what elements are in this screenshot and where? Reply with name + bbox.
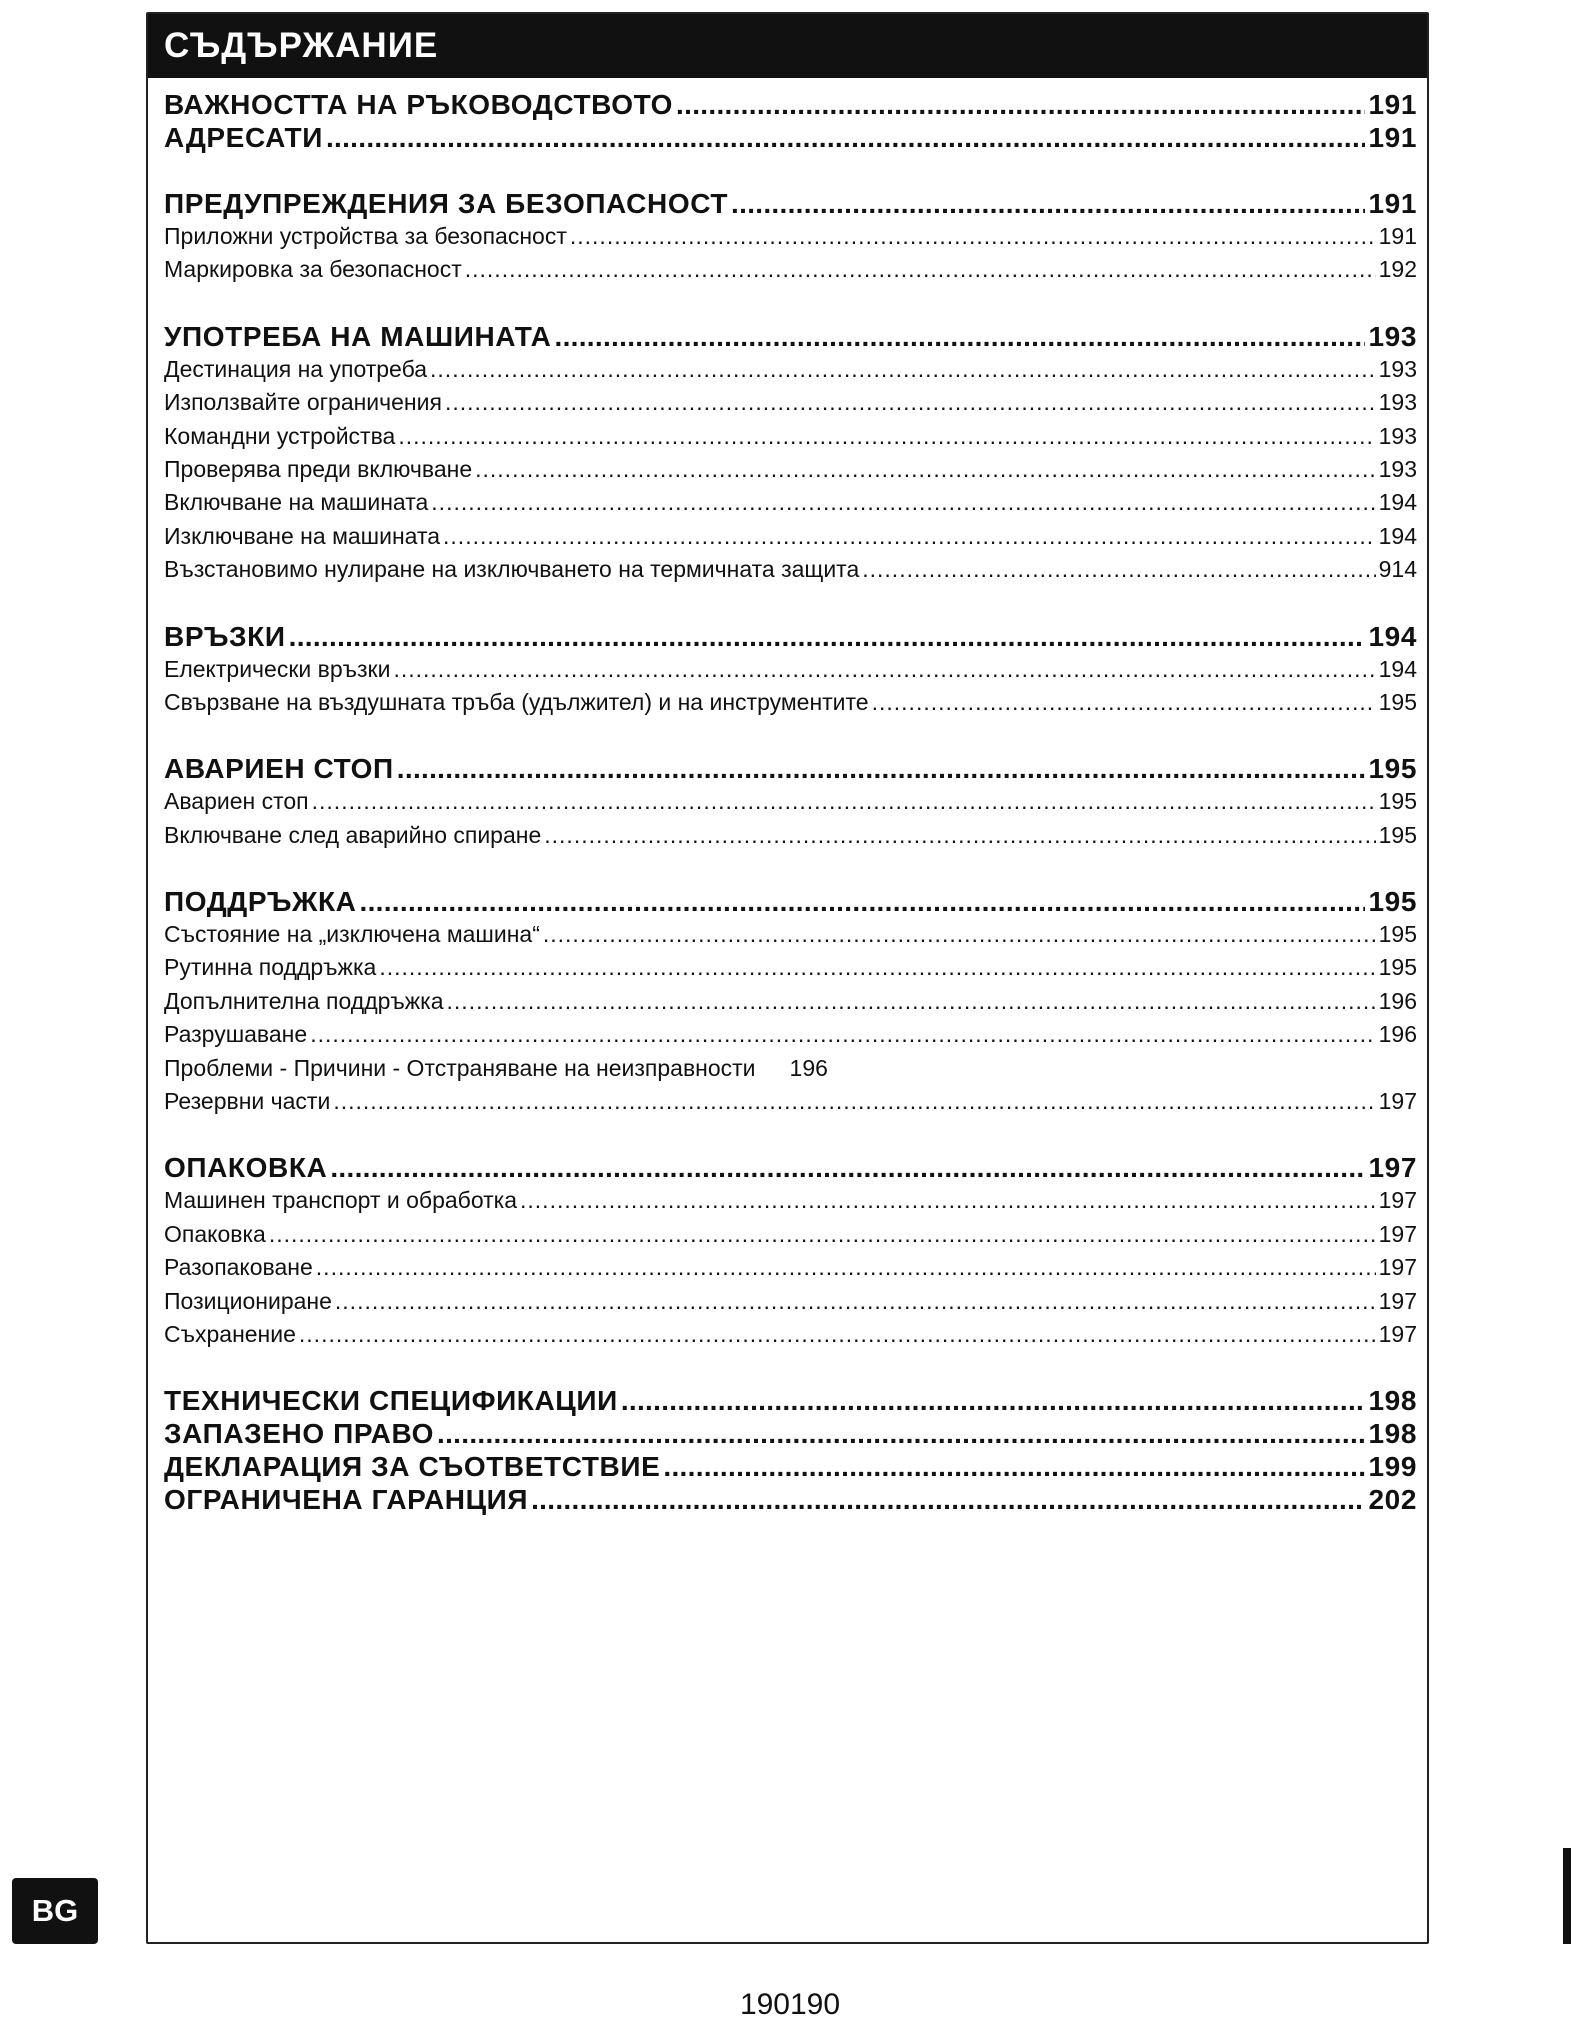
toc-entry-label: Резервни части xyxy=(164,1088,331,1115)
toc-entry-page: 198 xyxy=(1368,1418,1417,1450)
toc-subentry[interactable] xyxy=(164,420,1417,453)
toc-entry-label: ТЕХНИЧЕСКИ СПЕЦИФИКАЦИИ xyxy=(164,1385,618,1417)
toc-dot-leader xyxy=(269,1218,1376,1251)
toc-dot-leader xyxy=(330,1151,1365,1184)
toc-entry-label: Проверява преди включване xyxy=(164,455,473,482)
toc-entry-page: 191 xyxy=(1368,188,1417,219)
toc-dot-leader xyxy=(430,353,1376,386)
toc-dot-leader xyxy=(570,220,1376,253)
toc-entry-label: Авариен стоп xyxy=(164,788,309,815)
toc-entry-page: 197 xyxy=(1368,1152,1417,1184)
toc-dot-leader xyxy=(333,1085,1375,1118)
toc-dot-leader xyxy=(289,620,1366,653)
toc-dot-leader xyxy=(359,885,1365,918)
toc-entry-page: 192 xyxy=(1378,256,1417,283)
toc-entry-page: 197 xyxy=(1378,1187,1417,1214)
section-spacer xyxy=(164,852,1417,885)
toc-subentry[interactable] xyxy=(164,353,1417,386)
toc-entry-page: 196 xyxy=(1378,987,1417,1014)
toc-entry-page: 197 xyxy=(1378,1320,1417,1347)
toc-subentry[interactable] xyxy=(164,1218,1417,1251)
toc-chapter-entry[interactable] xyxy=(164,752,1417,785)
toc-dot-leader xyxy=(326,121,1366,154)
toc-entry-label: Проблеми - Причини - Отстраняване на неизправности xyxy=(164,1054,756,1081)
toc-entry-page: 197 xyxy=(1378,1220,1417,1247)
toc-subentry[interactable] xyxy=(164,1285,1417,1318)
toc-dot-leader xyxy=(398,420,1375,453)
toc-dot-leader xyxy=(554,320,1365,353)
toc-entry-label: Машинен транспорт и обработка xyxy=(164,1187,518,1214)
toc-entry-label: Приложни устройства за безопасност xyxy=(164,223,567,249)
toc-chapter-entry[interactable] xyxy=(164,88,1417,121)
toc-dot-leader xyxy=(316,1251,1376,1284)
toc-dot-leader xyxy=(543,918,1376,951)
toc-entry-label: ДЕКЛАРАЦИЯ ЗА СЪОТВЕТСТВИЕ xyxy=(164,1451,661,1483)
toc-subentry[interactable] xyxy=(164,951,1417,984)
toc-subentry[interactable] xyxy=(164,1052,1417,1085)
toc-entry-page: 194 xyxy=(1378,522,1417,549)
toc-chapter-entry[interactable] xyxy=(164,620,1417,653)
toc-entry-label: Опаковка xyxy=(164,1220,266,1247)
toc-entry-label: Възстановимо нулиране на изключването на термичната защита xyxy=(164,556,860,583)
toc-entry-page: 914 xyxy=(1378,556,1417,583)
toc-entry-label: ОГРАНИЧЕНА ГАРАНЦИЯ xyxy=(164,1484,529,1516)
toc-entry-label: Допълнителна поддръжка xyxy=(164,987,444,1014)
toc-entry-label: УПОТРЕБА НА МАШИНАТА xyxy=(164,320,552,352)
toc-subentry[interactable] xyxy=(164,453,1417,486)
table-of-contents xyxy=(164,88,1417,1516)
page-title: СЪДЪРЖАНИЕ xyxy=(148,14,1427,78)
toc-entry-page: 195 xyxy=(1378,954,1417,981)
toc-entry-page: 193 xyxy=(1378,422,1417,449)
toc-dot-leader xyxy=(431,486,1375,519)
toc-entry-page: 197 xyxy=(1378,1088,1417,1115)
toc-entry-page: 195 xyxy=(1378,688,1417,715)
toc-dot-leader xyxy=(437,1417,1365,1450)
toc-dot-leader xyxy=(731,187,1365,220)
toc-entry-label: Позициониране xyxy=(164,1287,332,1314)
toc-entry-page: 202 xyxy=(1368,1484,1417,1516)
toc-dot-leader xyxy=(443,520,1376,553)
toc-chapter-entry[interactable] xyxy=(164,1417,1417,1450)
toc-entry-page: 193 xyxy=(1378,455,1417,482)
toc-subentry[interactable] xyxy=(164,686,1417,719)
section-spacer xyxy=(164,154,1417,187)
toc-subentry[interactable] xyxy=(164,1018,1417,1051)
toc-entry-label: Състояние на „изключена машина“ xyxy=(164,921,540,948)
toc-dot-leader xyxy=(312,785,1376,818)
section-spacer xyxy=(164,1351,1417,1384)
toc-subentry[interactable] xyxy=(164,785,1417,818)
toc-entry-page: 193 xyxy=(1378,355,1417,382)
toc-dot-leader xyxy=(379,951,1375,984)
toc-entry-label: Използвайте ограничения xyxy=(164,389,442,416)
toc-entry-label: Изключване на машината xyxy=(164,522,441,549)
edge-marker xyxy=(1563,1848,1571,1944)
toc-entry-page: 195 xyxy=(1368,753,1417,785)
toc-entry-label: АДРЕСАТИ xyxy=(164,122,323,153)
toc-entry-page: 191 xyxy=(1368,89,1417,120)
section-spacer xyxy=(164,287,1417,320)
toc-subentry[interactable] xyxy=(164,1184,1417,1217)
toc-entry-page: 191 xyxy=(1378,223,1417,249)
toc-dot-leader xyxy=(531,1483,1365,1516)
toc-subentry[interactable] xyxy=(164,386,1417,419)
toc-subentry[interactable] xyxy=(164,653,1417,686)
toc-entry-label: Разопаковане xyxy=(164,1254,313,1281)
toc-entry-label: ВРЪЗКИ xyxy=(164,620,286,652)
toc-dot-leader xyxy=(872,686,1376,719)
toc-dot-leader xyxy=(393,653,1375,686)
toc-dot-leader xyxy=(475,453,1376,486)
toc-entry-page: 195 xyxy=(1378,788,1417,815)
toc-frame xyxy=(146,12,1429,1944)
toc-chapter-entry[interactable] xyxy=(164,885,1417,918)
toc-dot-leader xyxy=(445,386,1376,419)
toc-dot-leader xyxy=(520,1184,1376,1217)
toc-chapter-entry[interactable] xyxy=(164,1384,1417,1417)
toc-entry-page: 197 xyxy=(1378,1287,1417,1314)
toc-subentry[interactable] xyxy=(164,520,1417,553)
toc-subentry[interactable] xyxy=(164,985,1417,1018)
toc-subentry[interactable] xyxy=(164,1251,1417,1284)
toc-entry-page: 195 xyxy=(1368,886,1417,918)
toc-entry-label: Маркировка за безопасност xyxy=(164,256,462,283)
toc-dot-leader xyxy=(447,985,1376,1018)
toc-entry-page: 196 xyxy=(789,1054,828,1081)
toc-entry-page: 193 xyxy=(1378,389,1417,416)
toc-entry-label: Командни устройства xyxy=(164,422,396,449)
toc-entry-page: 193 xyxy=(1368,320,1417,352)
toc-entry-label: ВАЖНОСТТА НА РЪКОВОДСТВОТО xyxy=(164,89,674,120)
toc-chapter-entry[interactable] xyxy=(164,1483,1417,1516)
toc-entry-label: Включване на машината xyxy=(164,489,429,516)
page-number: 190190 xyxy=(739,1988,841,2021)
toc-subentry[interactable] xyxy=(164,553,1417,586)
toc-chapter-entry[interactable] xyxy=(164,320,1417,353)
toc-subentry[interactable] xyxy=(164,253,1417,286)
toc-entry-page: 195 xyxy=(1378,821,1417,848)
toc-subentry[interactable] xyxy=(164,486,1417,519)
toc-entry-page: 194 xyxy=(1378,655,1417,682)
toc-dot-leader xyxy=(310,1018,1375,1051)
toc-subentry[interactable] xyxy=(164,220,1417,253)
toc-dot-leader xyxy=(676,88,1365,121)
toc-chapter-entry[interactable] xyxy=(164,121,1417,154)
toc-entry-page: 191 xyxy=(1368,122,1417,153)
section-spacer xyxy=(164,719,1417,752)
toc-chapter-entry[interactable] xyxy=(164,187,1417,220)
toc-subentry[interactable] xyxy=(164,1085,1417,1118)
toc-entry-page: 196 xyxy=(1378,1021,1417,1048)
toc-entry-page: 195 xyxy=(1378,921,1417,948)
toc-dot-leader xyxy=(335,1285,1376,1318)
toc-entry-page: 194 xyxy=(1368,620,1417,652)
toc-dot-leader xyxy=(663,1450,1365,1483)
toc-entry-page: 194 xyxy=(1378,489,1417,516)
toc-dot-leader xyxy=(544,819,1375,852)
toc-entry-label: Съхранение xyxy=(164,1320,296,1347)
toc-entry-label: Дестинация на употреба xyxy=(164,355,428,382)
toc-entry-page: 198 xyxy=(1368,1385,1417,1417)
toc-dot-leader xyxy=(862,553,1375,586)
toc-dot-leader xyxy=(299,1318,1376,1351)
toc-entry-label: ПОДДРЪЖКА xyxy=(164,886,357,918)
toc-entry-label: ЗАПАЗЕНО ПРАВО xyxy=(164,1418,434,1450)
toc-subentry[interactable] xyxy=(164,819,1417,852)
section-spacer xyxy=(164,587,1417,620)
toc-entry-label: ПРЕДУПРЕЖДЕНИЯ ЗА БЕЗОПАСНОСТ xyxy=(164,188,729,219)
toc-dot-leader xyxy=(465,253,1376,286)
toc-chapter-entry[interactable] xyxy=(164,1151,1417,1184)
toc-entry-label: Включване след аварийно спиране xyxy=(164,821,542,848)
toc-subentry[interactable] xyxy=(164,1318,1417,1351)
toc-entry-page: 197 xyxy=(1378,1254,1417,1281)
toc-entry-label: Свързване на въздушната тръба (удължител) и на инструментите xyxy=(164,688,869,715)
toc-subentry[interactable] xyxy=(164,918,1417,951)
toc-entry-label: ОПАКОВКА xyxy=(164,1152,328,1184)
toc-entry-label: АВАРИЕН СТОП xyxy=(164,753,394,785)
toc-entry-page: 199 xyxy=(1368,1451,1417,1483)
section-spacer xyxy=(164,1118,1417,1151)
toc-entry-label: Разрушаване xyxy=(164,1021,308,1048)
toc-chapter-entry[interactable] xyxy=(164,1450,1417,1483)
toc-dot-leader xyxy=(621,1384,1366,1417)
language-tab: BG xyxy=(12,1878,98,1944)
toc-entry-label: Рутинна поддръжка xyxy=(164,954,377,981)
toc-entry-label: Електрически връзки xyxy=(164,655,391,682)
toc-dot-leader xyxy=(397,752,1366,785)
